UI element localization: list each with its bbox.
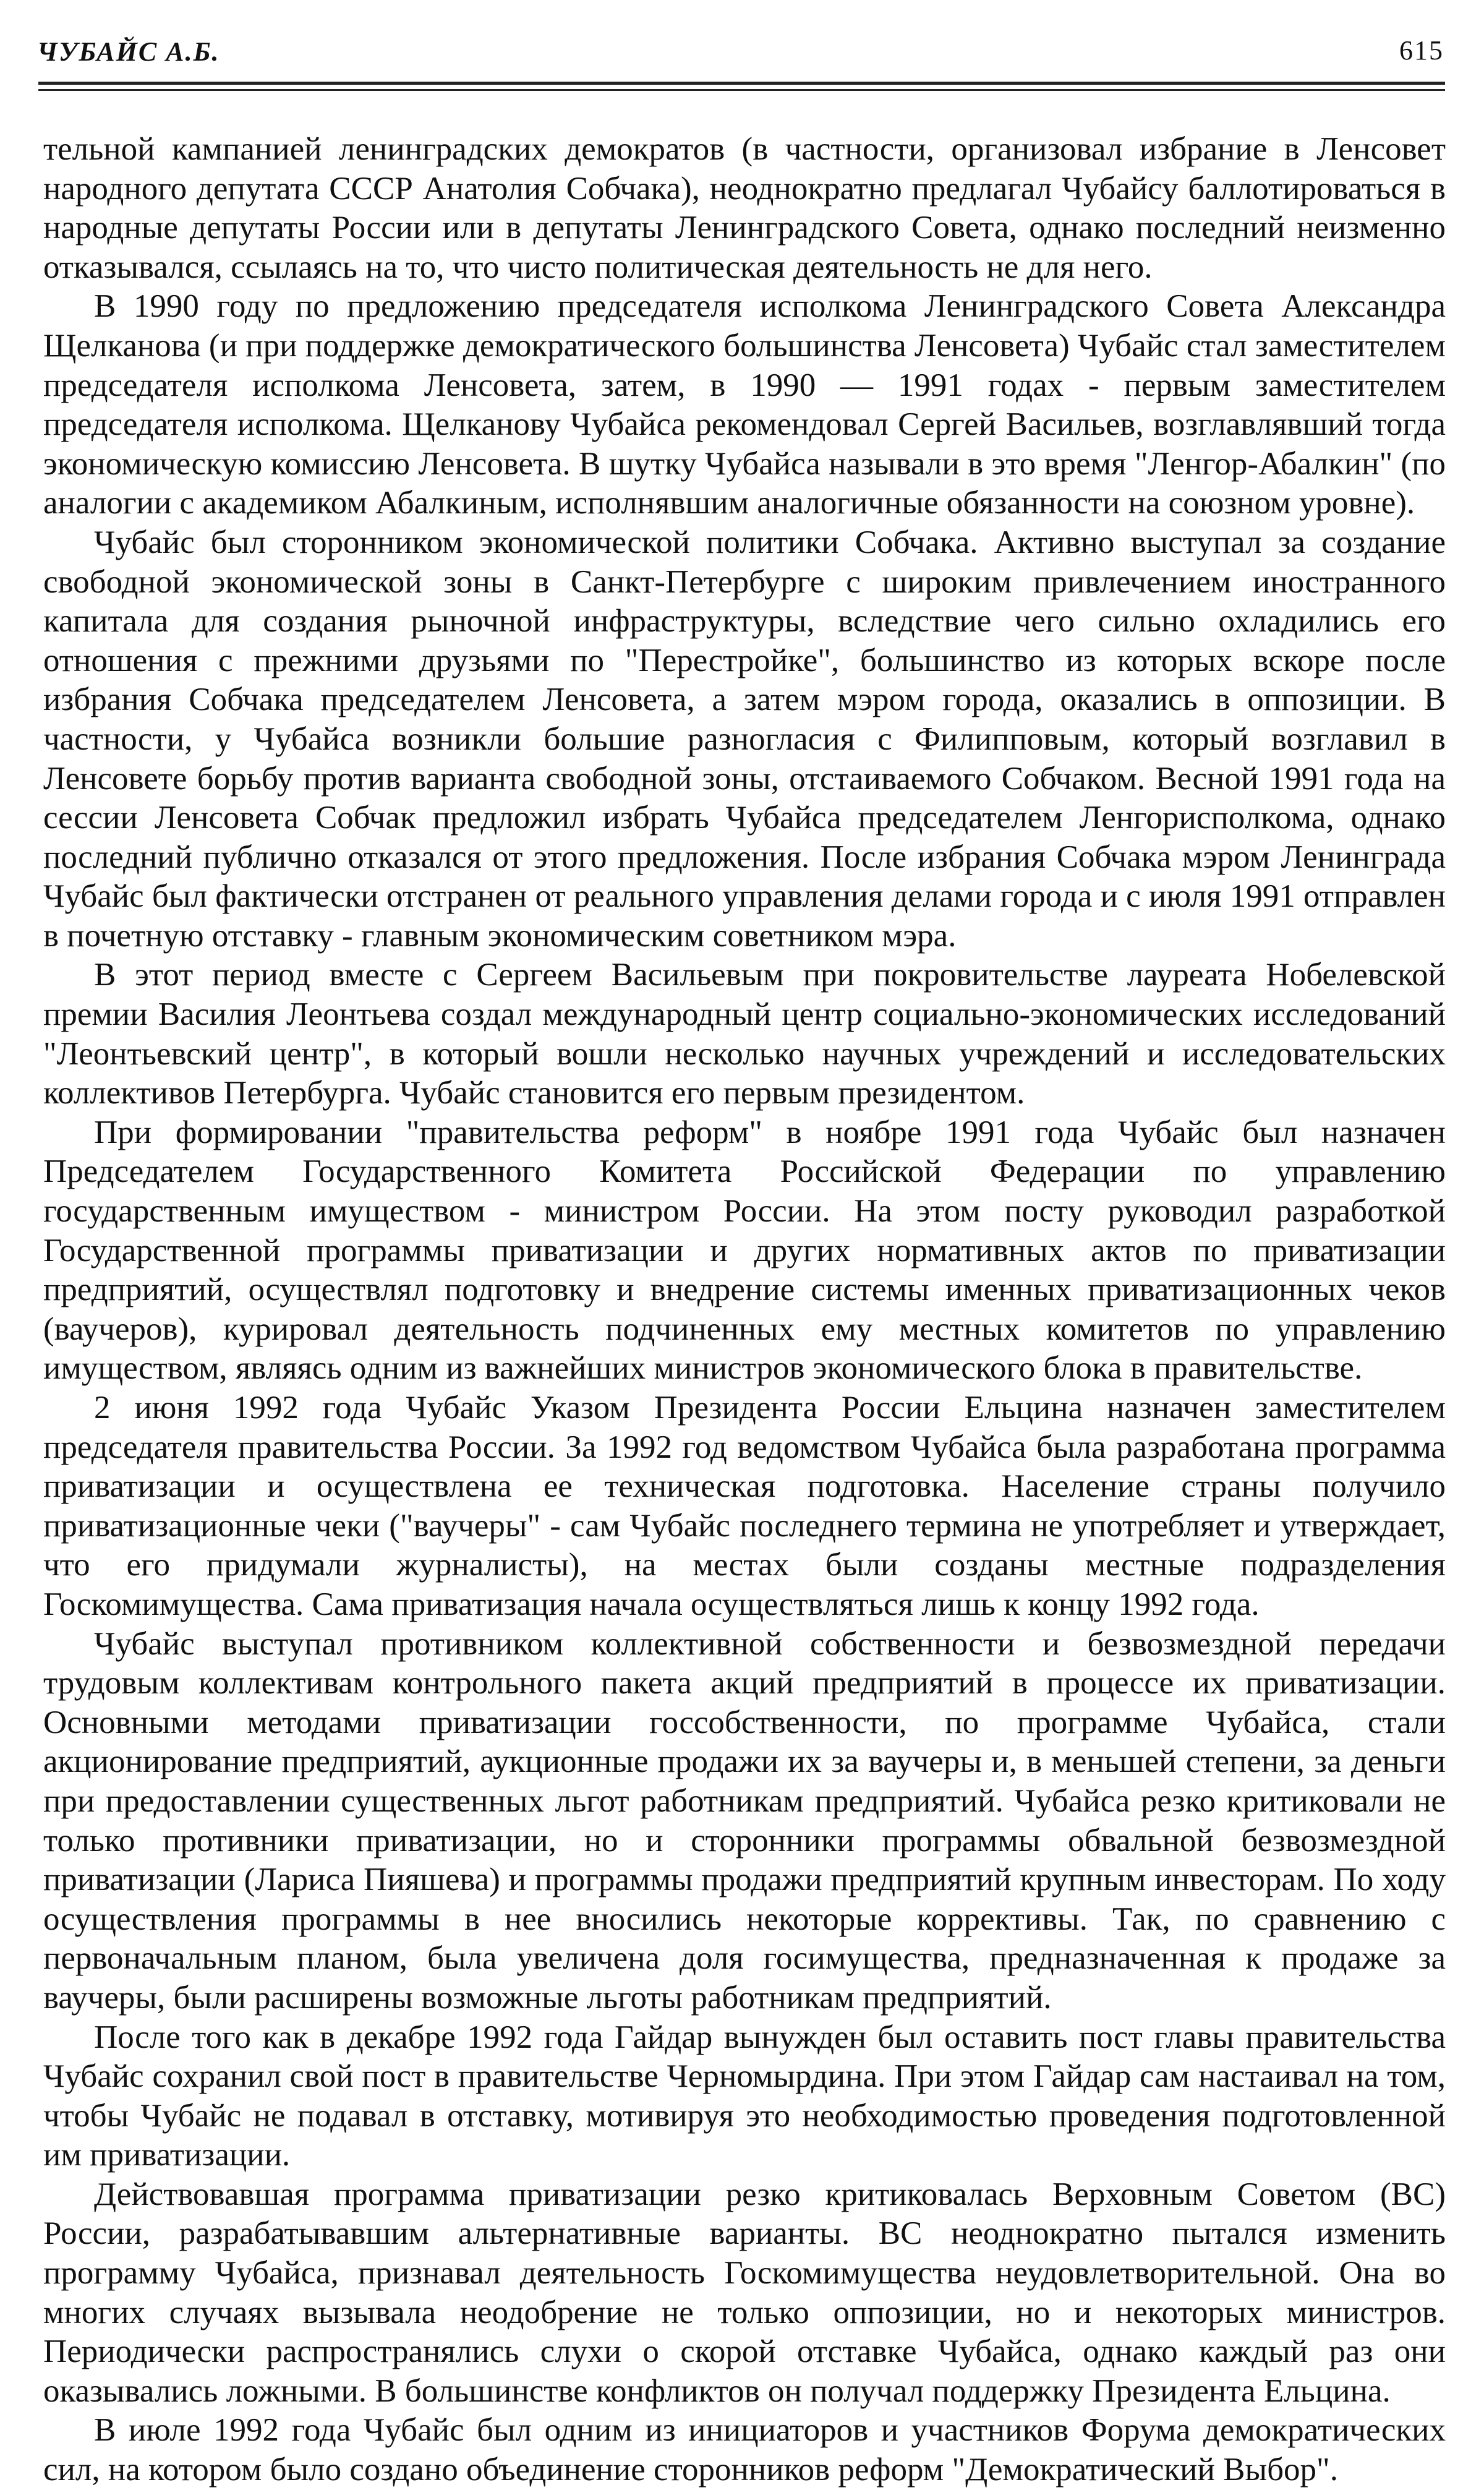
header-author: ЧУБАЙС А.Б. <box>37 36 220 67</box>
paragraph: Чубайс был сторонником экономической политики Собчака. Активно выступал за создание свободной экономической зоны в Санкт-Петербурге с широким привлечением иностранного капитала для создания рыночной инфраструктуры, вследствие чего сильно охладились его отношения с прежними друзьями по "Перестройке", большинство из которых вскоре после избрания Собчака председателем Ленсовета, а затем мэром города, оказались в оппозиции. В частности, у Чубайса возникли большие разногласия с Филипповым, который возглавил в Ленсовете борьбу против варианта свободной зоны, отстаиваемого Собчаком. Весной 1991 года на сессии Ленсовета Собчак предложил избрать Чубайса председателем Ленгорисполкома, однако последний публично отказался от этого предложения. После избрания Собчака мэром Ленинграда Чубайс был фактически отстранен от реального управления делами города и с июля 1991 отправлен в почетную отставку - главным экономическим советником мэра. <box>43 524 1446 954</box>
paragraph: В 1990 году по предложению председателя исполкома Ленинградского Совета Александра Щелканова (и при поддержке демократического большинства Ленсовета) Чубайс стал заместителем председателя исполкома Ленсовета, затем, в 1990 — 1991 годах - первым заместителем председателя исполкома. Щелканову Чубайса рекомендовал Сергей Васильев, возглавлявший тогда экономическую комиссию Ленсовета. В шутку Чубайса называли в это время "Ленгор-Абалкин" (по аналогии с академиком Абалкиным, исполнявшим аналогичные обязанности на союзном уровне). <box>43 288 1446 521</box>
header-rule-thick <box>38 82 1445 85</box>
paragraph: В этот период вместе с Сергеем Васильевым при покровительстве лауреата Нобелевской премии Василия Леонтьева создал международный центр социально-экономических исследований "Леонтьевский центр", в который вошли несколько научных учреждений и исследовательских коллективов Петербурга. Чубайс становится его первым президентом. <box>43 957 1446 1111</box>
paragraph: Действовавшая программа приватизации резко критиковалась Верховным Советом (ВС) России, разрабатывавшим альтернативные варианты. ВС неоднократно пытался изменить программу Чубайса, признавал деятельность Госкомимущества неудовлетворительной. Она во многих случаях вызывала неодобрение не только оппозиции, но и некоторых министров. Периодически распространялись слухи о скорой отставке Чубайса, однако каждый раз они оказывались ложными. В большинстве конфликтов он получал поддержку Президента Ельцина. <box>43 2176 1446 2409</box>
page-number: 615 <box>1399 35 1444 66</box>
paragraph: После того как в декабре 1992 года Гайдар вынужден был оставить пост главы правительства Чубайс сохранил свой пост в правительстве Черномырдина. При этом Гайдар сам настаивал на том, чтобы Чубайс не подавал в отставку, мотивируя это необходимостью проведения подготовленной им приватизации. <box>43 2019 1446 2173</box>
body-text <box>43 130 1446 2490</box>
header-rule-thin <box>38 89 1445 91</box>
paragraph: При формировании "правительства реформ" в ноябре 1991 года Чубайс был назначен Председателем Государственного Комитета Российской Федерации по управлению государственным имуществом - министром России. На этом посту руководил разработкой Государственной программы приватизации и других нормативных актов по приватизации предприятий, осуществлял подготовку и внедрение системы именных приватизационных чеков (ваучеров), курировал деятельность подчиненных ему местных комитетов по управлению имуществом, являясь одним из важнейших министров экономического блока в правительстве. <box>43 1114 1446 1387</box>
paragraph-continued: тельной кампанией ленинградских демократов (в частности, организовал избрание в Ленсовет народного депутата СССР Анатолия Собчака), неоднократно предлагал Чубайсу баллотироваться в народные депутаты России или в депутаты Ленинградского Совета, однако последний неизменно отказывался, ссылаясь на то, что чисто политическая деятельность не для него. <box>43 131 1446 285</box>
paragraph: 2 июня 1992 года Чубайс Указом Президента России Ельцина назначен заместителем председателя правительства России. За 1992 год ведомством Чубайса была разработана программа приватизации и осуществлена ее техническая подготовка. Население страны получило приватизационные чеки ("ваучеры" - сам Чубайс последнего термина не употребляет и утверждает, что его придумали журналисты), на местах были созданы местные подразделения Госкомимущества. Сама приватизация начала осуществляться лишь к концу 1992 года. <box>43 1390 1446 1622</box>
paragraph: В июле 1992 года Чубайс был одним из инициаторов и участников Форума демократических сил, на котором было создано объединение сторонников реформ "Демократический Выбор". <box>43 2412 1446 2488</box>
running-header <box>37 25 1444 74</box>
paragraph: Чубайс выступал противником коллективной собственности и безвозмездной передачи трудовым коллективам контрольного пакета акций предприятий в процессе их приватизации. Основными методами приватизации госсобственности, по программе Чубайса, стали акционирование предприятий, аукционные продажи их за ваучеры и, в меньшей степени, за деньги при предоставлении существенных льгот работникам предприятий. Чубайса резко критиковали не только противники приватизации, но и сторонники программы обвальной безвозмездной приватизации (Лариса Пияшева) и программы продажи предприятий крупным инвесторам. По ходу осуществления программы в нее вносились некоторые коррективы. Так, по сравнению с первоначальным планом, была увеличена доля госимущества, предназначенная к продаже за ваучеры, были расширены возможные льготы работникам предприятий. <box>43 1625 1446 2016</box>
